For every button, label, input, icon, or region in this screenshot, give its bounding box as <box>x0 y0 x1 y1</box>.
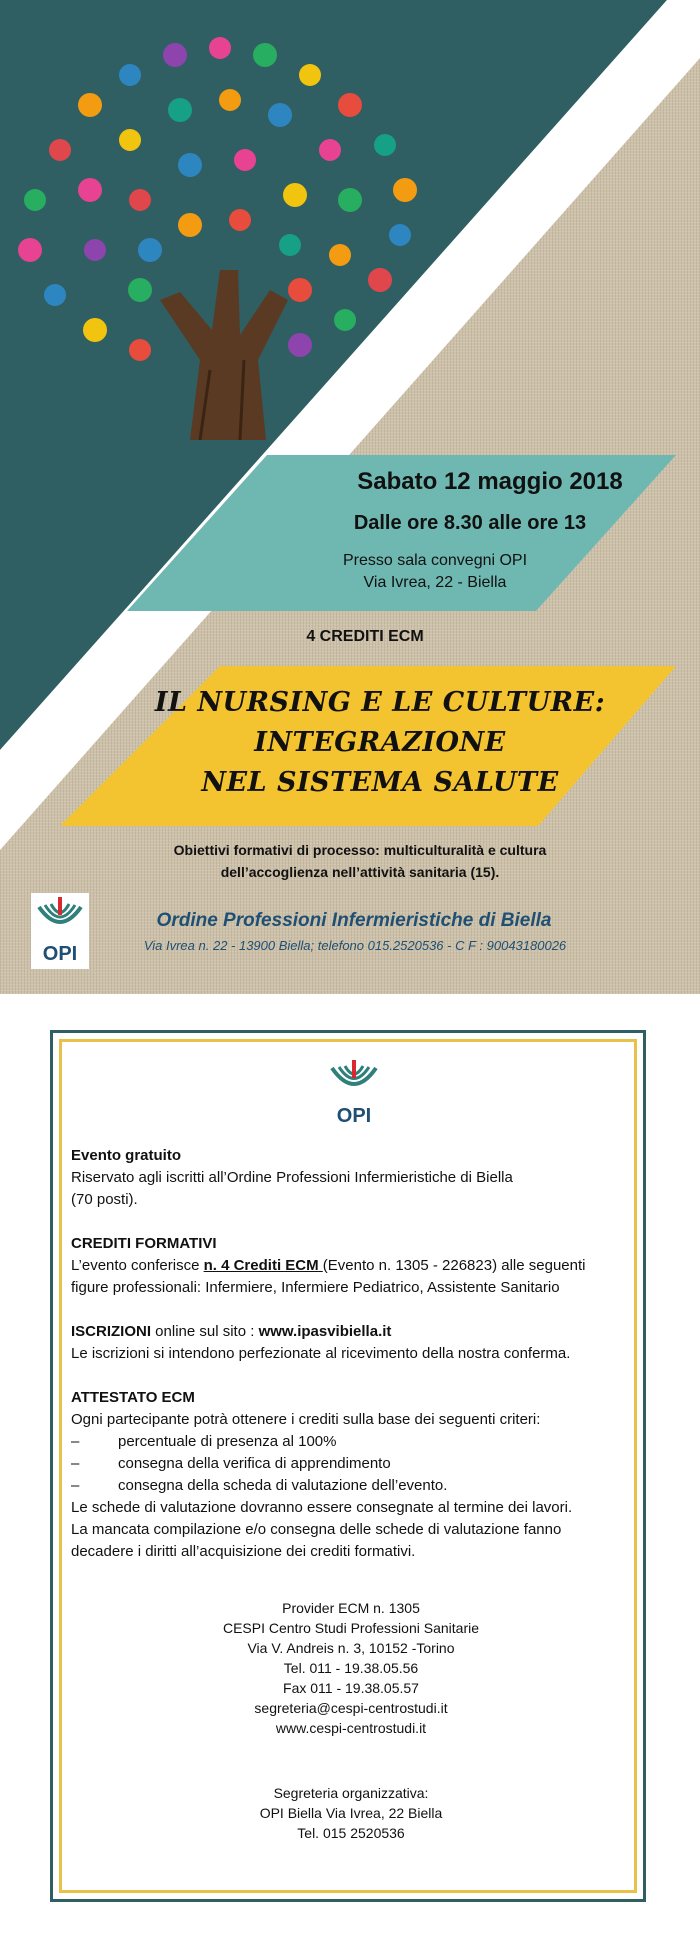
provider-line: Via V. Andreis n. 3, 10152 -Torino <box>247 1640 455 1656</box>
opi-logo-text: OPI <box>42 943 78 965</box>
provider-fax: Fax 011 - 19.38.05.57 <box>283 1680 419 1696</box>
criteria-text: percentuale di presenza al 100% <box>118 1433 337 1450</box>
crediti-line-1 <box>71 1255 631 1277</box>
evento-heading: Evento gratuito <box>71 1147 182 1164</box>
crediti-heading: CREDITI FORMATIVI <box>71 1235 217 1252</box>
title-line-3: NEL SISTEMA SALUTE <box>201 767 559 798</box>
mancata-line-1: La mancata compilazione e/o consegna delle schede di valutazione fanno <box>71 1521 562 1538</box>
opi-logo-icon <box>31 893 89 943</box>
provider-info <box>71 1598 631 1738</box>
segreteria-line: Segreteria organizzativa: <box>273 1785 429 1801</box>
event-info-box <box>50 1030 646 1902</box>
objectives-line-2: dell’accoglienza nell’attività sanitaria (15). <box>220 864 500 880</box>
crediti-line-2: figure professionali: Infermiere, Infermiere Pediatrico, Assistente Sanitario <box>71 1279 560 1296</box>
provider-website-link[interactable]: www.cespi-centrostudi.it <box>275 1720 427 1736</box>
crediti-count: n. 4 Crediti ECM <box>203 1257 323 1274</box>
criteria-text: consegna della verifica di apprendimento <box>118 1455 391 1472</box>
venue-address: Via Ivrea, 22 - Biella <box>363 574 507 591</box>
opi-logo-text: OPI <box>336 1105 372 1127</box>
title-line-1: IL NURSING E LE CULTURE: <box>154 687 606 718</box>
iscrizioni-heading: ISCRIZIONI <box>71 1323 152 1340</box>
provider-line: Provider ECM n. 1305 <box>282 1600 420 1616</box>
iscrizioni-line-2: Le iscrizioni si intendono perfezionate al ricevimento della nostra conferma. <box>71 1345 571 1362</box>
credits-label: 4 CREDITI ECM <box>306 628 424 645</box>
opi-logo-secondary <box>324 1058 384 1128</box>
dash-bullet: – <box>71 1477 80 1494</box>
opi-logo-icon <box>324 1058 384 1104</box>
iscrizioni-mid: online sul sito : <box>151 1323 259 1340</box>
organization-name: Ordine Professioni Infermieristiche di Biella <box>156 910 552 931</box>
venue-name: Presso sala convegni OPI <box>342 552 528 569</box>
evento-line-1: Riservato agli iscritti all’Ordine Professioni Infermieristiche di Biella <box>71 1169 513 1186</box>
mancata-line-2: decadere i diritti all’acquisizione dei crediti formativi. <box>71 1543 416 1560</box>
crediti-post: (Evento n. 1305 - 226823) alle seguenti <box>322 1257 586 1274</box>
info-inner-frame <box>59 1039 637 1893</box>
iscrizioni-line-1 <box>71 1321 631 1343</box>
event-title <box>150 683 610 803</box>
event-date: Sabato 12 maggio 2018 <box>357 468 623 495</box>
organization-address: Via Ivrea n. 22 - 13900 Biella; telefono 015.2520536 - C F : 90043180026 <box>143 938 567 953</box>
schede-line: Le schede di valutazione dovranno essere consegnate al termine dei lavori. <box>71 1499 573 1516</box>
criteria-item <box>71 1431 631 1453</box>
title-line-2: INTEGRAZIONE <box>254 727 506 758</box>
segreteria-info <box>71 1783 631 1843</box>
iscrizioni-site-link[interactable]: www.ipasvibiella.it <box>258 1323 392 1340</box>
criteria-item <box>71 1453 631 1475</box>
provider-phone: Tel. 011 - 19.38.05.56 <box>283 1660 419 1676</box>
segreteria-line: OPI Biella Via Ivrea, 22 Biella <box>259 1805 443 1821</box>
criteria-item <box>71 1475 631 1497</box>
event-time: Dalle ore 8.30 alle ore 13 <box>353 512 587 534</box>
evento-line-2: (70 posti). <box>71 1191 138 1208</box>
attestato-heading: ATTESTATO ECM <box>71 1389 195 1406</box>
training-objectives <box>120 839 600 883</box>
criteria-text: consegna della scheda di valutazione dell’evento. <box>118 1477 448 1494</box>
opi-logo <box>31 893 89 969</box>
dash-bullet: – <box>71 1455 80 1472</box>
info-body <box>71 1145 631 1563</box>
objectives-line-1: Obiettivi formativi di processo: multiculturalità e cultura <box>173 842 547 858</box>
provider-email-link[interactable]: segreteria@cespi-centrostudi.it <box>254 1700 448 1716</box>
attestato-intro: Ogni partecipante potrà ottenere i crediti sulla base dei seguenti criteri: <box>71 1411 541 1428</box>
crediti-pre: L’evento conferisce <box>71 1257 204 1274</box>
event-venue <box>290 550 580 594</box>
provider-line: CESPI Centro Studi Professioni Sanitarie <box>222 1620 479 1636</box>
segreteria-phone: Tel. 015 2520536 <box>297 1825 405 1841</box>
dash-bullet: – <box>71 1433 80 1450</box>
